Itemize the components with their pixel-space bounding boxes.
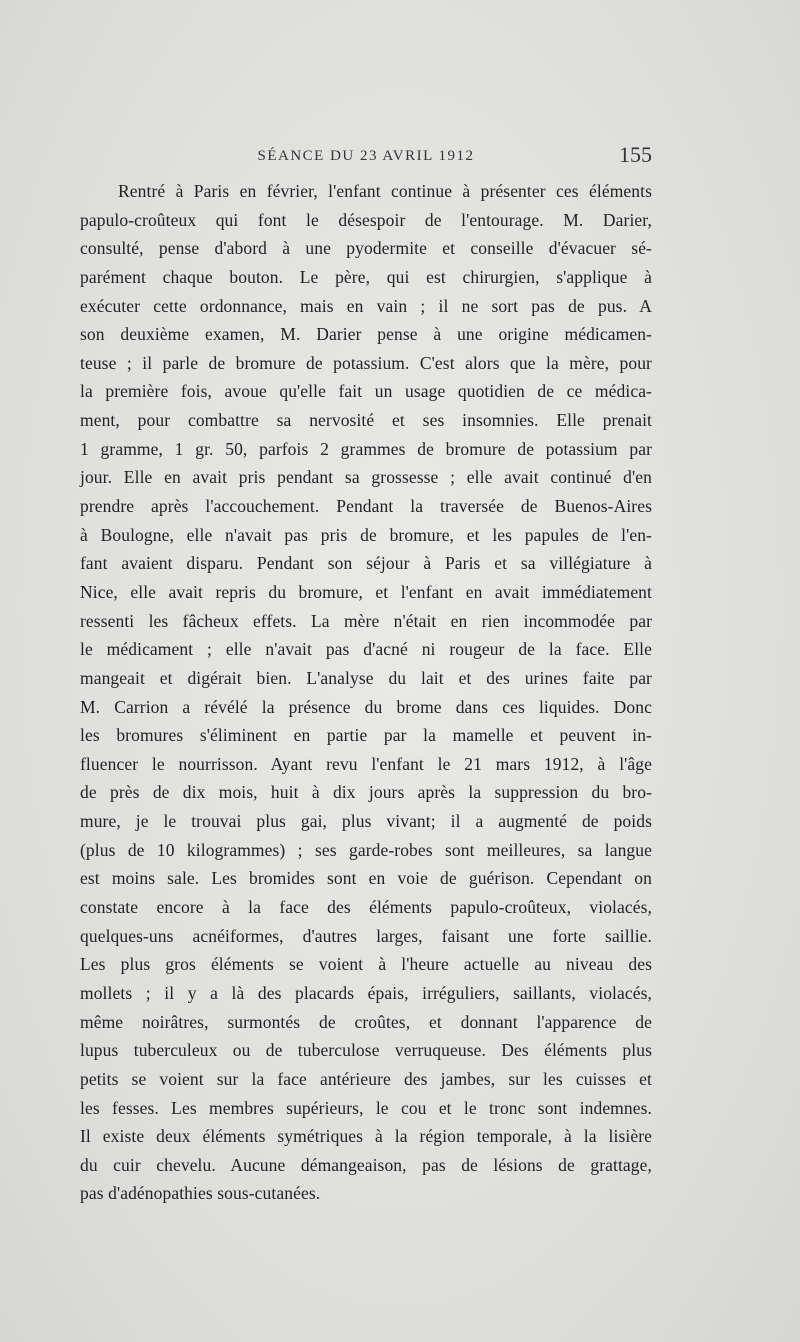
- text-line: teuse ; il parle de bromure de potassium. C'est alors que la mère, pour: [80, 352, 652, 373]
- text-line: les bromures s'éliminent en partie par la mamelle et peuvent in-: [80, 725, 652, 746]
- text-line: parément chaque bouton. Le père, qui est chirurgien, s'applique à: [80, 266, 652, 287]
- text-line: le médicament ; elle n'avait pas d'acné ni rougeur de la face. Elle: [80, 639, 652, 660]
- text-line: mure, je le trouvai plus gai, plus vivant; il a augmenté de poids: [80, 811, 652, 832]
- text-line: est moins sale. Les bromides sont en voie de guérison. Cependant on: [80, 868, 652, 889]
- text-line: exécuter cette ordonnance, mais en vain ; il ne sort pas de pus. A: [80, 295, 652, 316]
- text-line: Rentré à Paris en février, l'enfant continue à présenter ces éléments: [118, 181, 652, 201]
- text-line: ressenti les fâcheux effets. La mère n'était en rien incommodée par: [80, 610, 652, 631]
- text-line: fant avaient disparu. Pendant son séjour à Paris et sa villégiature à: [80, 553, 652, 574]
- text-line: (plus de 10 kilogrammes) ; ses garde-robes sont meilleures, sa langue: [80, 839, 652, 860]
- text-line: lupus tuberculeux ou de tuberculose verruqueuse. Des éléments plus: [80, 1040, 652, 1061]
- text-line: la première fois, avoue qu'elle fait un usage quotidien de ce médica-: [80, 381, 652, 402]
- text-line: 1 gramme, 1 gr. 50, parfois 2 grammes de bromure de potassium par: [80, 438, 652, 459]
- text-line: pas d'adénopathies sous-cutanées.: [80, 1183, 321, 1204]
- text-line: Il existe deux éléments symétriques à la région temporale, à la lisière: [80, 1126, 652, 1147]
- page-number: 155: [619, 142, 652, 167]
- text-line: fluencer le nourrisson. Ayant revu l'enfant le 21 mars 1912, à l'âge: [80, 753, 652, 774]
- text-line: M. Carrion a révélé la présence du brome dans ces liquides. Donc: [80, 696, 652, 717]
- body-paragraph: [80, 177, 652, 1208]
- text-line: petits se voient sur la face antérieure des jambes, sur les cuisses et: [80, 1068, 652, 1089]
- text-line: papulo-croûteux qui font le désespoir de l'entourage. M. Darier,: [80, 209, 652, 230]
- text-line: son deuxième examen, M. Darier pense à une origine médicamen-: [80, 324, 652, 345]
- text-line: Les plus gros éléments se voient à l'heure actuelle au niveau des: [80, 954, 652, 975]
- text-line: mollets ; il y a là des placards épais, irréguliers, saillants, violacés,: [80, 982, 652, 1003]
- text-line: Nice, elle avait repris du bromure, et l'enfant en avait immédiatement: [80, 581, 652, 602]
- text-line: même noirâtres, surmontés de croûtes, et donnant l'apparence de: [80, 1011, 652, 1032]
- text-line: ment, pour combattre sa nervosité et ses insomnies. Elle prenait: [80, 410, 652, 431]
- page-header: [80, 142, 652, 172]
- text-line: prendre après l'accouchement. Pendant la traversée de Buenos-Aires: [80, 496, 652, 517]
- running-title: SÉANCE DU 23 AVRIL 1912: [257, 148, 475, 164]
- text-line: mangeait et digérait bien. L'analyse du lait et des urines faite par: [80, 667, 652, 688]
- text-line: de près de dix mois, huit à dix jours après la suppression du bro-: [80, 782, 652, 803]
- text-line: du cuir chevelu. Aucune démangeaison, pas de lésions de grattage,: [80, 1154, 652, 1175]
- text-line: jour. Elle en avait pris pendant sa grossesse ; elle avait continué d'en: [80, 467, 652, 488]
- text-line: à Boulogne, elle n'avait pas pris de bromure, et les papules de l'en-: [80, 524, 652, 545]
- text-line: consulté, pense d'abord à une pyodermite et conseille d'évacuer sé-: [80, 238, 652, 259]
- text-line: les fesses. Les membres supérieurs, le cou et le tronc sont indemnes.: [80, 1097, 652, 1118]
- text-line: quelques-uns acnéiformes, d'autres larges, faisant une forte saillie.: [80, 925, 652, 946]
- text-line: constate encore à la face des éléments papulo-croûteux, violacés,: [80, 897, 652, 918]
